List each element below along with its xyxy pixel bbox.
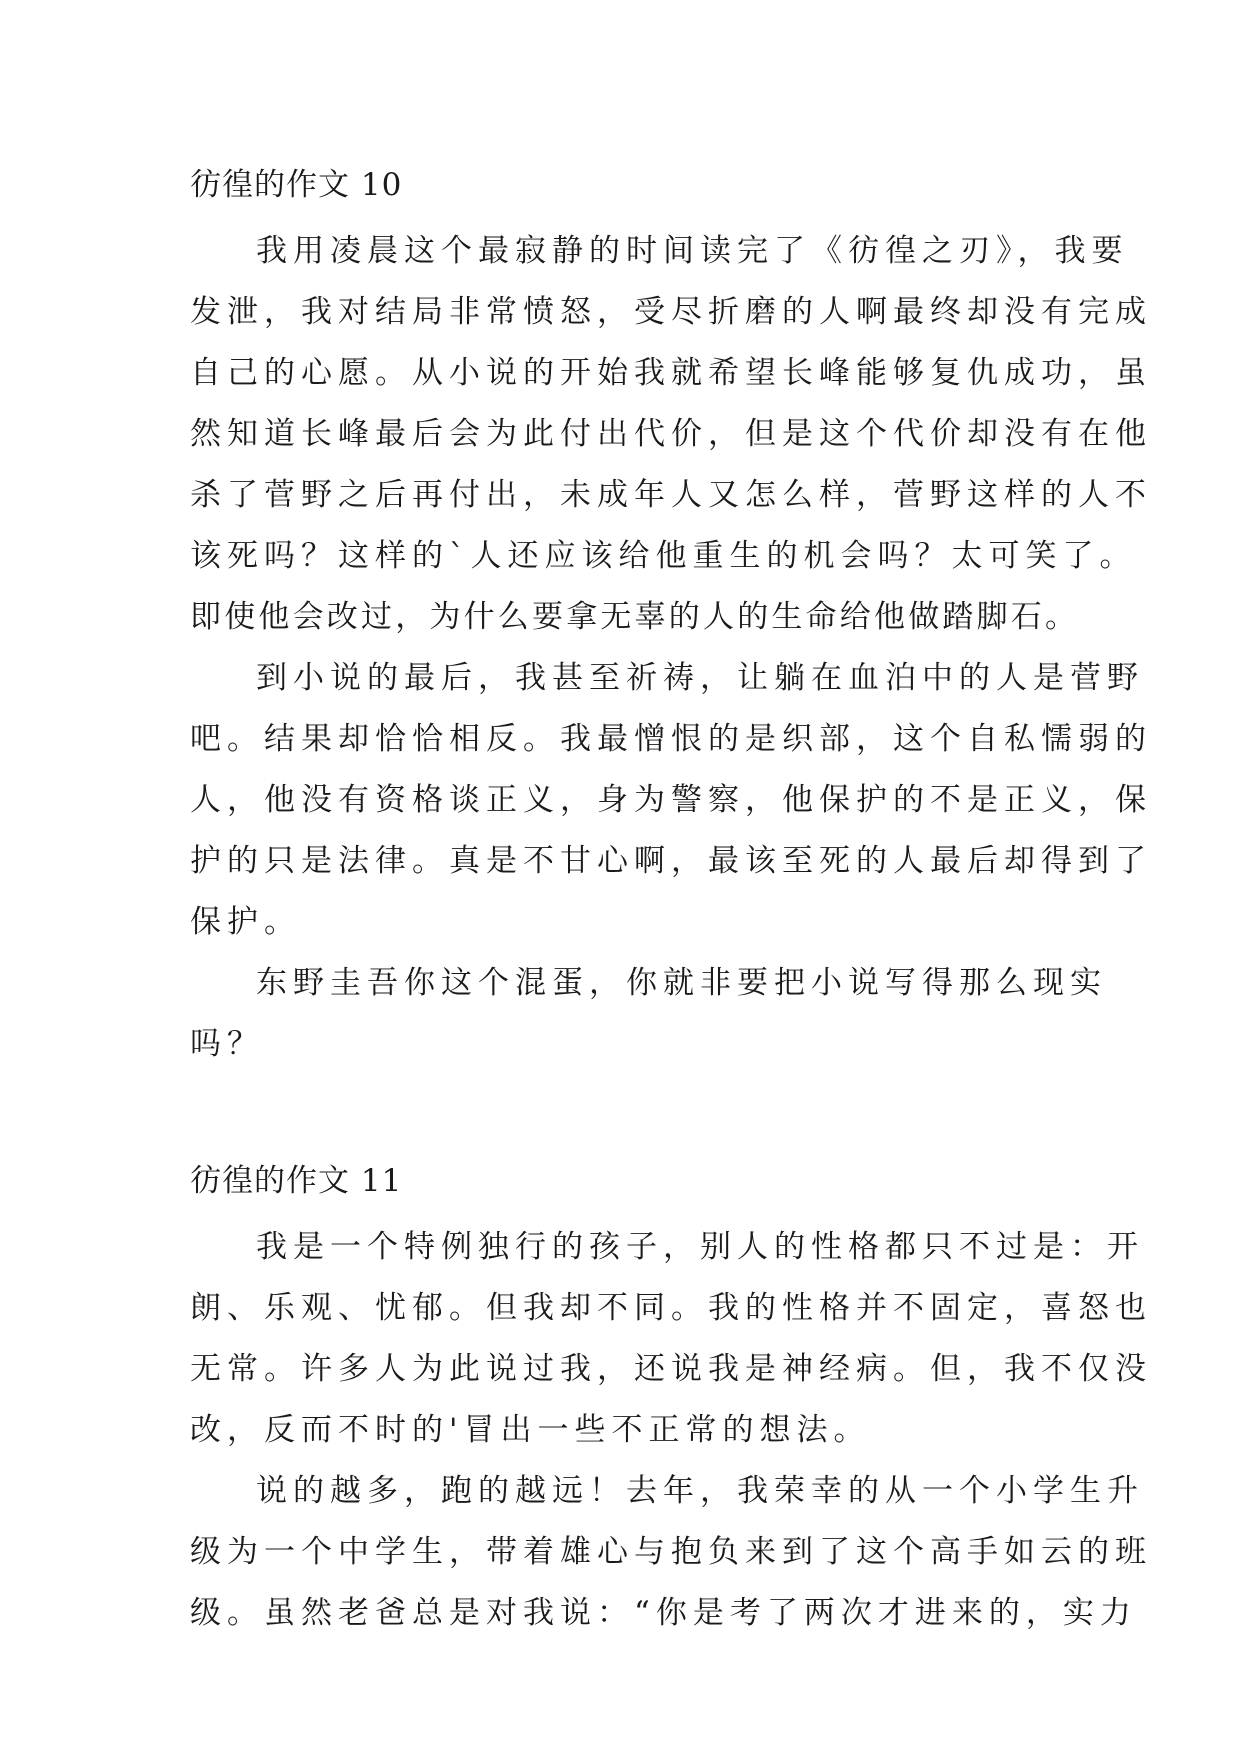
essay-10 <box>190 160 1152 1075</box>
paragraph-line: 级。虽然老爸总是对我说：“你是考了两次才进来的，实力 <box>190 1595 1137 1631</box>
paragraph-line: 朗、乐观、忧郁。但我却不同。我的性格并不固定，喜怒也 <box>190 1290 1152 1326</box>
paragraph-line: 说的越多，跑的越远！去年，我荣幸的从一个小学生升 <box>256 1473 1144 1509</box>
paragraph-line: 到小说的最后，我甚至祈祷，让躺在血泊中的人是菅野 <box>256 660 1144 696</box>
paragraph-line: 东野圭吾你这个混蛋，你就非要把小说写得那么现实 <box>256 965 1107 1001</box>
paragraph-line: 我用凌晨这个最寂静的时间读完了《彷徨之刃》，我要 <box>256 233 1129 269</box>
essay-10-title: 彷徨的作文 10 <box>190 167 403 203</box>
paragraph-line: 保护。 <box>190 904 301 940</box>
paragraph-line: 然知道长峰最后会为此付出代价，但是这个代价却没有在他 <box>190 416 1152 452</box>
paragraph-line: 杀了菅野之后再付出，未成年人又怎么样，菅野这样的人不 <box>190 477 1152 513</box>
paragraph-line: 即使他会改过，为什么要拿无辜的人的生命给他做踏脚石。 <box>190 599 1080 635</box>
paragraph-line: 吧。结果却恰恰相反。我最憎恨的是织部，这个自私懦弱的 <box>190 721 1152 757</box>
paragraph-line: 我是一个特例独行的孩子，别人的性格都只不过是：开 <box>256 1229 1144 1265</box>
paragraph-line: 级为一个中学生，带着雄心与抱负来到了这个高手如云的班 <box>190 1534 1152 1570</box>
paragraph-line: 无常。许多人为此说过我，还说我是神经病。但，我不仅没 <box>190 1351 1152 1387</box>
document-page <box>190 160 1152 1644</box>
section-gap <box>190 1075 1070 1156</box>
paragraph-line: 自己的心愿。从小说的开始我就希望长峰能够复仇成功，虽 <box>190 355 1152 391</box>
paragraph-line: 发泄，我对结局非常愤怒，受尽折磨的人啊最终却没有完成 <box>190 294 1152 330</box>
essay-11-title: 彷徨的作文 11 <box>190 1163 403 1199</box>
paragraph-line: 护的只是法律。真是不甘心啊，最该至死的人最后却得到了 <box>190 843 1152 879</box>
paragraph-line: 吗？ <box>190 1026 264 1062</box>
paragraph-line: 改，反而不时的'冒出一些不正常的想法。 <box>190 1412 871 1448</box>
paragraph-line: 人，他没有资格谈正义，身为警察，他保护的不是正义，保 <box>190 782 1152 818</box>
essay-11 <box>190 1156 1152 1644</box>
paragraph-line: 该死吗？这样的`人还应该给他重生的机会吗？太可笑了。 <box>190 538 1137 574</box>
